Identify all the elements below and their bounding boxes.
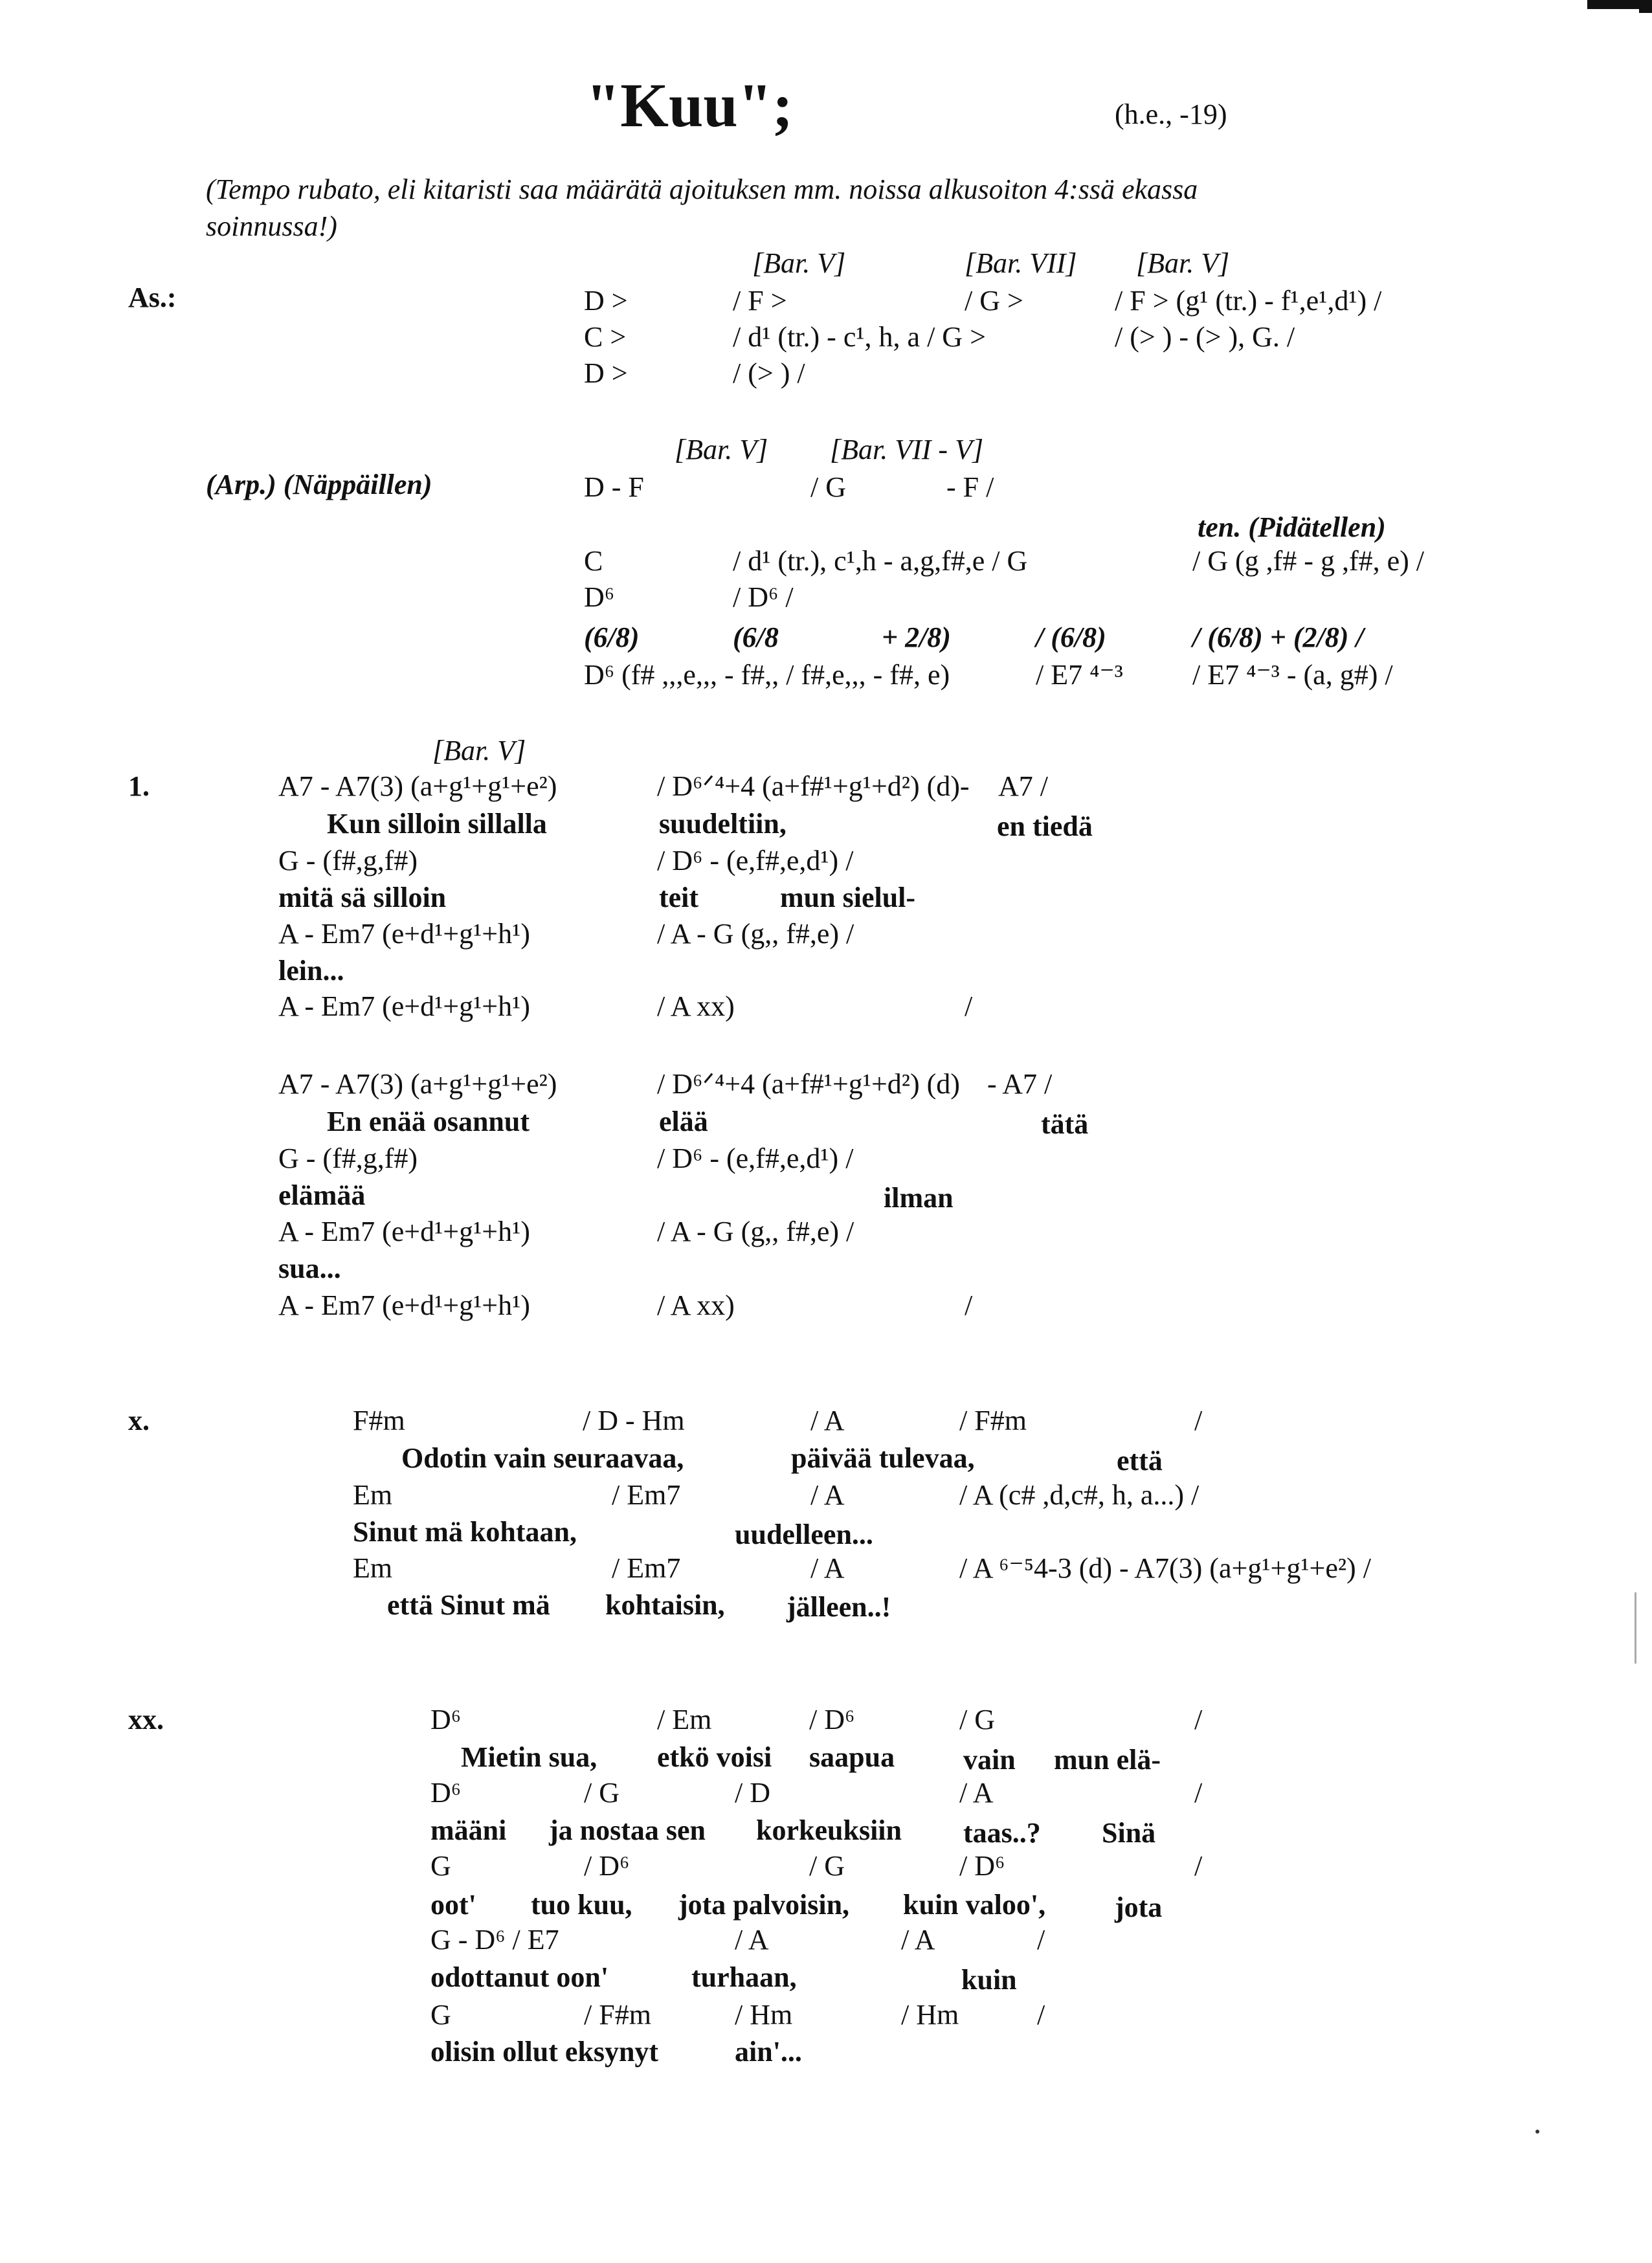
meter-cell: / (6/8) xyxy=(1036,621,1106,653)
lyric-cell: kuin xyxy=(961,1964,1017,1996)
chord-cell: A - Em7 (e+d¹+g¹+h¹) xyxy=(278,918,530,950)
lyric-cell: Kun silloin sillalla xyxy=(327,808,547,840)
chord-cell: / F > (g¹ (tr.) - f¹,e¹,d¹) / xyxy=(1115,285,1382,317)
chord-cell: / A xyxy=(810,1479,845,1511)
section-label-chorus-2: xx. xyxy=(128,1704,164,1735)
chord-cell: - F / xyxy=(946,471,994,503)
lyric-cell: turhaan, xyxy=(691,1961,797,1993)
chord-cell: / E7 ⁴⁻³ - (a, g#) / xyxy=(1192,659,1393,691)
lyric-cell: että xyxy=(1117,1445,1163,1477)
lyric-cell: lein... xyxy=(278,955,344,987)
lyric-cell: mitä sä silloin xyxy=(278,882,447,913)
chord-cell: / A xyxy=(810,1405,845,1436)
meter-cell: / (6/8) + (2/8) / xyxy=(1192,621,1364,653)
chord-cell: G xyxy=(430,1850,451,1882)
lyric-cell: taas..? xyxy=(963,1817,1041,1849)
scan-edge-mark-tail xyxy=(1639,9,1652,13)
chord-cell: A7 / xyxy=(998,770,1048,802)
lyric-cell: olisin ollut eksynyt xyxy=(430,2036,659,2068)
bar-marker: [Bar. V] xyxy=(432,735,526,766)
chord-cell: / xyxy=(1194,1405,1203,1436)
chord-cell: / A xyxy=(735,1924,769,1956)
chord-cell: / D⁶ xyxy=(959,1850,1005,1882)
chord-cell: / D⁶ xyxy=(584,1850,630,1882)
bar-marker: [Bar. V] xyxy=(752,247,846,279)
lyric-cell: odottanut oon' xyxy=(430,1961,609,1993)
lyric-cell: elää xyxy=(659,1106,708,1137)
meter-cell: + 2/8) xyxy=(882,621,951,653)
chord-cell: G - (f#,g,f#) xyxy=(278,1143,418,1174)
chord-cell: D > xyxy=(584,285,628,317)
chord-cell: / Hm xyxy=(901,1999,959,2031)
chord-cell: / D⁶ / xyxy=(733,581,794,613)
chord-cell: Em xyxy=(353,1552,393,1584)
chord-cell: / A xx) xyxy=(657,990,735,1022)
lyric-cell: En enää osannut xyxy=(327,1106,530,1137)
chord-cell: A - Em7 (e+d¹+g¹+h¹) xyxy=(278,1216,530,1247)
lyric-cell: ilman xyxy=(884,1182,954,1214)
chord-cell: / Hm xyxy=(735,1999,793,2031)
chord-cell: / G xyxy=(809,1850,845,1882)
scan-speck xyxy=(1535,2130,1539,2134)
lyric-cell: vain xyxy=(963,1744,1016,1776)
chord-cell: / G xyxy=(584,1777,620,1809)
lyric-cell: Sinä xyxy=(1102,1817,1156,1849)
ten-note: ten. (Pidätellen) xyxy=(1198,511,1386,543)
chord-cell: / A xyxy=(810,1552,845,1584)
chord-cell: / D - Hm xyxy=(583,1405,685,1436)
lyric-cell: en tiedä xyxy=(997,810,1093,842)
chord-cell: / D xyxy=(735,1777,770,1809)
lyric-cell: päivää tulevaa, xyxy=(791,1442,975,1474)
lyric-cell: jälleen..! xyxy=(787,1591,891,1623)
section-label-chorus: x. xyxy=(128,1405,150,1436)
chord-cell: D⁶ xyxy=(584,581,615,613)
chord-cell: / F#m xyxy=(584,1999,651,2031)
chord-cell: / G (g ,f# - g ,f#, e) / xyxy=(1192,545,1425,577)
chord-cell: / A xyxy=(901,1924,935,1956)
chord-cell: / xyxy=(965,990,973,1022)
lyric-cell: jota palvoisin, xyxy=(678,1889,850,1921)
chord-cell: / d¹ (tr.), c¹,h - a,g,f#,e / G xyxy=(733,545,1028,577)
tempo-note-cont: soinnussa!) xyxy=(206,210,337,242)
chord-cell: / D⁶ xyxy=(809,1704,855,1735)
chord-cell: D⁶ xyxy=(430,1704,462,1735)
chord-cell: / A - G (g,, f#,e) / xyxy=(657,918,854,950)
chord-cell: / D⁶ - (e,f#,e,d¹) / xyxy=(657,845,854,876)
chord-cell: D⁶ (f# ,,,e,,, - f#,, / f#,e,,, - f#, e) xyxy=(584,659,950,691)
chord-cell: C xyxy=(584,545,603,577)
chord-cell: / xyxy=(1037,1924,1045,1956)
chord-cell: / D⁶ᐟ⁴+4 (a+f#¹+g¹+d²) (d)- xyxy=(657,770,970,802)
section-label-intro: As.: xyxy=(128,282,177,313)
lyric-cell: kuin valoo', xyxy=(903,1889,1046,1921)
chord-cell: / (> ) - (> ), G. / xyxy=(1115,321,1295,353)
bar-marker: [Bar. VII] xyxy=(965,247,1077,279)
chord-cell: A - Em7 (e+d¹+g¹+h¹) xyxy=(278,1289,530,1321)
scan-edge-mark xyxy=(1587,0,1652,9)
chord-cell: / Em7 xyxy=(612,1552,681,1584)
chord-cell: G xyxy=(430,1999,451,2031)
chord-cell: / xyxy=(1194,1704,1203,1735)
lyric-cell: korkeuksiin xyxy=(756,1814,902,1846)
lyric-cell: uudelleen... xyxy=(735,1519,873,1550)
section-label-arp: (Arp.) (Näppäillen) xyxy=(206,469,432,500)
page-title: "Kuu"; xyxy=(586,71,794,140)
chord-cell: / E7 ⁴⁻³ xyxy=(1036,659,1123,691)
lyric-cell: oot' xyxy=(430,1889,476,1921)
chord-cell: / A ⁶⁻⁵4-3 (d) - A7(3) (a+g¹+g¹+e²) / xyxy=(959,1552,1371,1584)
lyric-cell: ain'... xyxy=(735,2036,802,2068)
bar-marker: [Bar. V] xyxy=(675,434,768,465)
bar-marker: [Bar. VII - V] xyxy=(830,434,984,465)
chord-cell: / xyxy=(1194,1777,1203,1809)
tempo-note: (Tempo rubato, eli kitaristi saa määrätä ajoituksen mm. noissa alkusoiton 4:ssä ekassa xyxy=(206,173,1198,205)
chord-cell: F#m xyxy=(353,1405,405,1436)
chord-cell: / D⁶ - (e,f#,e,d¹) / xyxy=(657,1143,854,1174)
chord-cell: / G xyxy=(810,471,846,503)
lyric-cell: tuo kuu, xyxy=(531,1889,632,1921)
chord-cell: Em xyxy=(353,1479,393,1511)
margin-mark xyxy=(1635,1592,1636,1664)
chord-cell: / A xyxy=(959,1777,994,1809)
lyric-cell: suudeltiin, xyxy=(659,808,787,840)
lyric-cell: sua... xyxy=(278,1253,341,1284)
bar-marker: [Bar. V] xyxy=(1136,247,1230,279)
lyric-cell: saapua xyxy=(809,1741,895,1773)
lyric-cell: että Sinut mä xyxy=(387,1589,550,1621)
chord-cell: G - (f#,g,f#) xyxy=(278,845,418,876)
chord-cell: / A xx) xyxy=(657,1289,735,1321)
lyric-cell: mun elä- xyxy=(1054,1744,1161,1776)
author-note: (h.e., -19) xyxy=(1115,98,1227,130)
lyric-cell: ja nostaa sen xyxy=(549,1814,706,1846)
chord-cell: / Em xyxy=(657,1704,712,1735)
meter-cell: (6/8) xyxy=(584,621,640,653)
chord-cell: C > xyxy=(584,321,627,353)
chord-cell: / G > xyxy=(965,285,1023,317)
chord-cell: / G xyxy=(959,1704,995,1735)
section-label-verse: 1. xyxy=(128,770,150,802)
lyric-cell: Odotin vain seuraavaa, xyxy=(401,1442,684,1474)
lyric-cell: teit xyxy=(659,882,699,913)
chord-cell: G - D⁶ / E7 xyxy=(430,1924,559,1956)
lyric-cell: elämää xyxy=(278,1179,366,1211)
chord-cell: A7 - A7(3) (a+g¹+g¹+e²) xyxy=(278,770,557,802)
lyric-cell: Mietin sua, xyxy=(461,1741,597,1773)
chord-cell: / (> ) / xyxy=(733,357,805,389)
chord-cell: / D⁶ᐟ⁴+4 (a+f#¹+g¹+d²) (d) xyxy=(657,1068,960,1100)
chord-cell: / Em7 xyxy=(612,1479,681,1511)
lyric-cell: etkö voisi xyxy=(657,1741,772,1773)
lyric-cell: kohtaisin, xyxy=(605,1589,725,1621)
chord-cell: / xyxy=(1037,1999,1045,2031)
chord-cell: A7 - A7(3) (a+g¹+g¹+e²) xyxy=(278,1068,557,1100)
chord-cell: / A (c# ,d,c#, h, a...) / xyxy=(959,1479,1200,1511)
lyric-cell: tätä xyxy=(1041,1108,1089,1140)
chord-cell: / xyxy=(1194,1850,1203,1882)
lyric-cell: Sinut mä kohtaan, xyxy=(353,1516,577,1548)
chord-cell: D - F xyxy=(584,471,644,503)
chord-cell: D > xyxy=(584,357,628,389)
lyric-cell: määni xyxy=(430,1814,507,1846)
chord-cell: D⁶ xyxy=(430,1777,462,1809)
meter-cell: (6/8 xyxy=(733,621,779,653)
lyric-cell: mun sielul- xyxy=(780,882,916,913)
chord-cell: A - Em7 (e+d¹+g¹+h¹) xyxy=(278,990,530,1022)
lyric-cell: jota xyxy=(1115,1891,1163,1923)
chord-cell: / d¹ (tr.) - c¹, h, a / G > xyxy=(733,321,986,353)
chord-cell: / A - G (g,, f#,e) / xyxy=(657,1216,854,1247)
chord-cell: / xyxy=(965,1289,973,1321)
chord-cell: / F > xyxy=(733,285,787,317)
chord-cell: / F#m xyxy=(959,1405,1027,1436)
chord-cell: - A7 / xyxy=(987,1068,1053,1100)
